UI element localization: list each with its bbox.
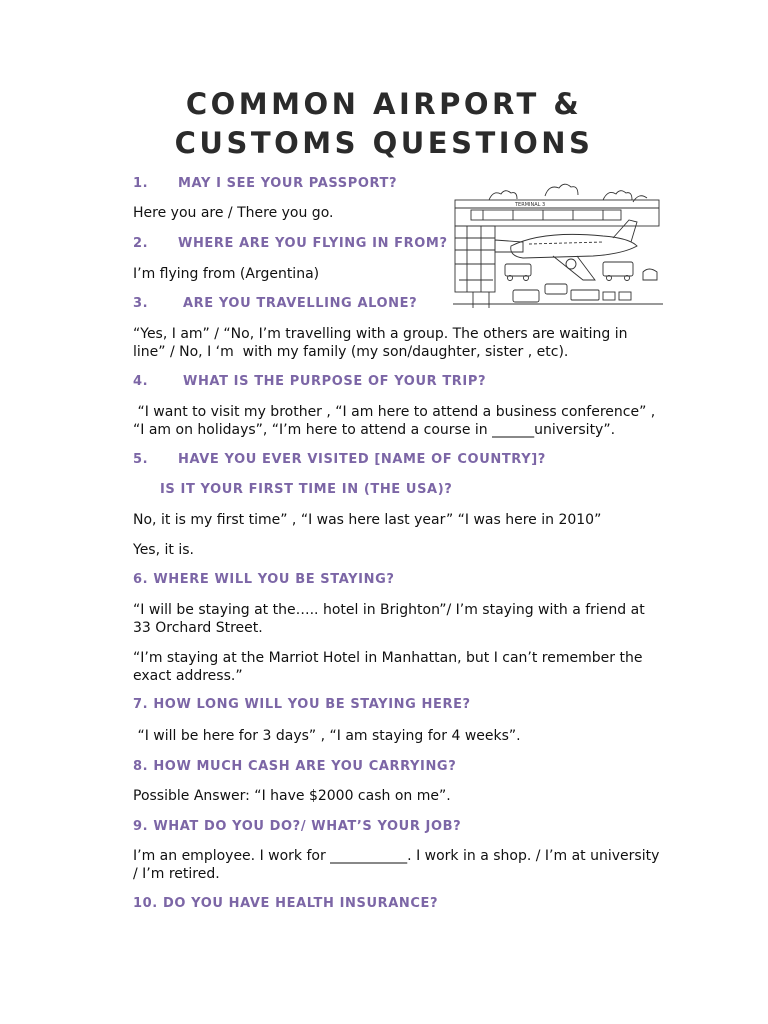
question-4: 4. WHAT IS THE PURPOSE OF YOUR TRIP? [133, 374, 487, 389]
question-8: 8. HOW MUCH CASH ARE YOU CARRYING? [133, 759, 457, 774]
question-3: 3. ARE YOU TRAVELLING ALONE? [133, 296, 418, 311]
answer-8: Possible Answer: “I have $2000 cash on me”. [133, 788, 451, 804]
question-6: 6. WHERE WILL YOU BE STAYING? [133, 572, 395, 587]
answer-3: “Yes, I am” / “No, I’m travelling with a group. The others are waiting in line” / No, I ‘m with my family (my son/daughter, sister , etc). [133, 326, 632, 360]
question-9: 9. WHAT DO YOU DO?/ WHAT’S YOUR JOB? [133, 819, 462, 834]
question-5-sub: IS IT YOUR FIRST TIME IN (THE USA)? [160, 482, 453, 497]
answer-4: “I want to visit my brother , “I am here to attend a business conference” , “I am on holidays”, “I’m here to attend a course in ______university”. [133, 404, 665, 438]
answer-7: “I will be here for 3 days” , “I am staying for 4 weeks”. [133, 728, 521, 744]
answer-1: Here you are / There you go. [133, 205, 334, 221]
question-5: 5. HAVE YOU EVER VISITED [NAME OF COUNTRY]? [133, 452, 546, 467]
question-10: 10. DO YOU HAVE HEALTH INSURANCE? [133, 896, 439, 911]
terminal-sign: TERMINAL 3 [515, 202, 546, 208]
answer-9: I’m an employee. I work for ___________. I work in a shop. / I’m at university / I’m retired. [133, 848, 664, 882]
answer-2: I’m flying from (Argentina) [133, 266, 320, 282]
question-1: 1. MAY I SEE YOUR PASSPORT? [133, 176, 398, 191]
question-2: 2. WHERE ARE YOU FLYING IN FROM? [133, 236, 448, 251]
answer-6b: “I’m staying at the Marriot Hotel in Manhattan, but I can’t remember the exact address.” [133, 650, 647, 684]
airport-terminal-illustration-icon [453, 180, 663, 320]
title-line-1: COMMON AIRPORT & [185, 87, 583, 121]
question-7: 7. HOW LONG WILL YOU BE STAYING HERE? [133, 697, 471, 712]
title-line-2: CUSTOMS QUESTIONS [174, 126, 594, 160]
answer-6a: “I will be staying at the….. hotel in Brighton”/ I’m staying with a friend at 33 Orchard Street. [133, 602, 650, 636]
answer-5a: No, it is my first time” , “I was here last year” “I was here in 2010” [133, 512, 602, 528]
answer-5b: Yes, it is. [133, 542, 194, 558]
